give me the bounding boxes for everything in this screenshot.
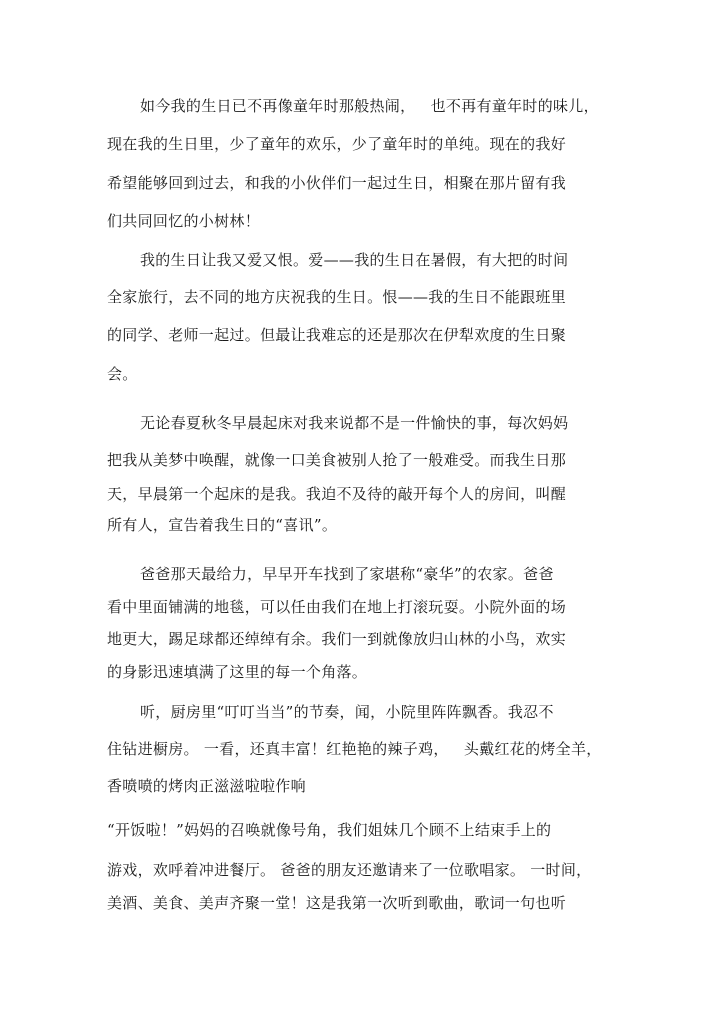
text-line: 所有人，宣告着我生日的“喜讯”。	[107, 516, 338, 534]
text-line: 香喷喷的烤肉正滋滋啦啦作响	[107, 777, 306, 795]
text-line: 的身影迅速填满了这里的每一个角落。	[107, 663, 368, 681]
text-line: 全家旅行，去不同的地方庆祝我的生日。恨——我的生日不能跟班里	[107, 288, 567, 306]
text-line: 爸爸那天最给力，早早开车找到了家堪称“豪华”的农家。爸爸	[140, 565, 554, 583]
text-line: 美酒、美食、美声齐聚一堂！这是我第一次听到歌曲，歌词一句也听	[107, 894, 567, 912]
text-line: 希望能够回到过去，和我的小伙伴们一起过生日，相聚在那片留有我	[107, 174, 567, 192]
text-line: 我的生日让我又爱又恨。爱——我的生日在暑假，有大把的时间	[140, 251, 569, 269]
text-line: 无论春夏秋冬早晨起床对我来说都不是一件愉快的事，每次妈妈	[140, 414, 569, 432]
text-line: “开饭啦！”妈妈的召唤就像号角，我们姐妹几个顾不上结束手上的	[107, 821, 552, 839]
text-line: 如今我的生日已不再像童年时那般热闹， 也不再有童年时的味儿，	[140, 97, 599, 115]
text-line: 现在我的生日里，少了童年的欢乐，少了童年时的单纯。现在的我好	[107, 135, 567, 153]
text-line: 把我从美梦中唤醒，就像一口美食被别人抢了一般难受。而我生日那	[107, 451, 567, 469]
text-line: 游戏，欢呼着冲进餐厅。 爸爸的朋友还邀请来了一位歌唱家。 一时间，	[107, 861, 592, 879]
text-line: 的同学、老师一起过。但最让我难忘的还是那次在伊犁欢度的生日聚	[107, 326, 567, 344]
text-line: 听，厨房里“叮叮当当”的节奏，闻，小院里阵阵飘香。我忍不	[140, 703, 554, 721]
text-line: 会。	[107, 365, 138, 383]
text-line: 们共同回忆的小树林！	[107, 212, 261, 230]
text-line: 地更大，踢足球都还绰绰有余。我们一到就像放归山林的小鸟，欢实	[107, 630, 567, 648]
text-line: 天，早晨第一个起床的是我。我迫不及待的敲开每个人的房间，叫醒	[107, 485, 567, 503]
text-line: 看中里面铺满的地毯，可以任由我们在地上打滚玩耍。小院外面的场	[107, 598, 567, 616]
text-line: 住钻进橱房。 一看，还真丰富！红艳艳的辣子鸡， 头戴红花的烤全羊，	[107, 740, 602, 758]
